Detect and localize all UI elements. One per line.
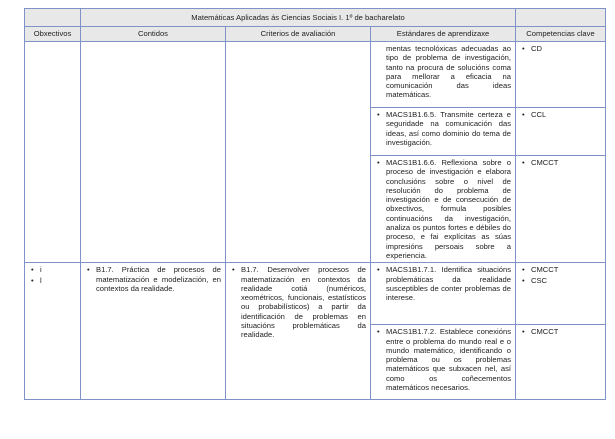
standard-cell xyxy=(371,156,516,263)
competence-item: • CMCCT xyxy=(522,265,601,274)
objectives-cell xyxy=(25,263,81,400)
standard-text: • MACS1B1.7.2. Establece conexións entre o problema do mundo real e o mundo matemático, identificando o problema ou os problemas matemáticos que subxacen nel, así como os coñecementos matemáticos necesarios. xyxy=(377,327,511,392)
competence-item: • CMCCT xyxy=(522,158,601,167)
criteria-cell xyxy=(226,263,371,400)
header-contents: Contidos xyxy=(81,27,226,42)
title-row xyxy=(25,9,606,27)
competence-item: • CMCCT xyxy=(522,327,601,336)
standard-text: • MACS1B1.6.6. Reflexiona sobre o proceso de investigación e elabora conclusións sobre o nivel de resolución do problema de investigación e de consecución de obxectivos, formula posibles continuacións da investigación, analiza os puntos fortes e débiles do proceso, e fai explícitas as súas impresións persoais sobre a experiencia. xyxy=(377,158,511,260)
standard-cell xyxy=(371,108,516,156)
competence-item: • CCL xyxy=(522,110,601,119)
table-row xyxy=(25,42,606,108)
standard-text: • MACS1B1.6.5. Transmite certeza e seguridade na comunicación das ideas, así como dominio do tema de investigación. xyxy=(377,110,511,147)
header-criteria: Criterios de avaliación xyxy=(226,27,371,42)
blank-corner xyxy=(25,9,81,27)
table-row xyxy=(25,263,606,325)
contents-text: • B1.7. Práctica de procesos de matematización e modelización, en contextos da realidade. xyxy=(87,265,221,293)
contents-cell xyxy=(81,263,226,400)
competence-cell xyxy=(516,325,606,400)
competence-cell xyxy=(516,263,606,325)
competence-cell xyxy=(516,108,606,156)
competence-item: • CD xyxy=(522,44,601,53)
criteria-cell-empty xyxy=(226,42,371,263)
standard-text: mentas tecnolóxicas adecuadas ao tipo de problema de investigación, tanto na procura de solucións coma para mellorar a eficacia na comunicación das ideas matemáticas. xyxy=(386,44,511,100)
criteria-text: • B1.7. Desenvolver procesos de matematización en contextos da realidade cotiá (numéricos, xeométricos, funcionais, estatísticos ou probabilísticos) a partir da identificación de problemas en situacións problemáticas da realidade. xyxy=(232,265,366,339)
header-standards: Estándares de aprendizaxe xyxy=(371,27,516,42)
standard-cell xyxy=(371,263,516,325)
header-competences: Competencias clave xyxy=(516,27,606,42)
competence-item: • CSC xyxy=(522,276,601,285)
objective-item: • l xyxy=(31,276,76,285)
competence-cell xyxy=(516,42,606,108)
contents-cell-empty xyxy=(81,42,226,263)
header-objectives: Obxectivos xyxy=(25,27,81,42)
blank-corner-right xyxy=(516,9,606,27)
standard-text: • MACS1B1.7.1. Identifica situacións problemáticas da realidade susceptibles de conter problemas de interese. xyxy=(377,265,511,302)
standard-cell xyxy=(371,325,516,400)
curriculum-table xyxy=(24,8,606,400)
competence-cell xyxy=(516,156,606,263)
table-title: Matemáticas Aplicadas ás Ciencias Sociais I. 1º de bacharelato xyxy=(81,9,516,27)
objectives-cell-empty xyxy=(25,42,81,263)
header-row xyxy=(25,27,606,42)
objective-item: • i xyxy=(31,265,76,274)
standard-cell xyxy=(371,42,516,108)
